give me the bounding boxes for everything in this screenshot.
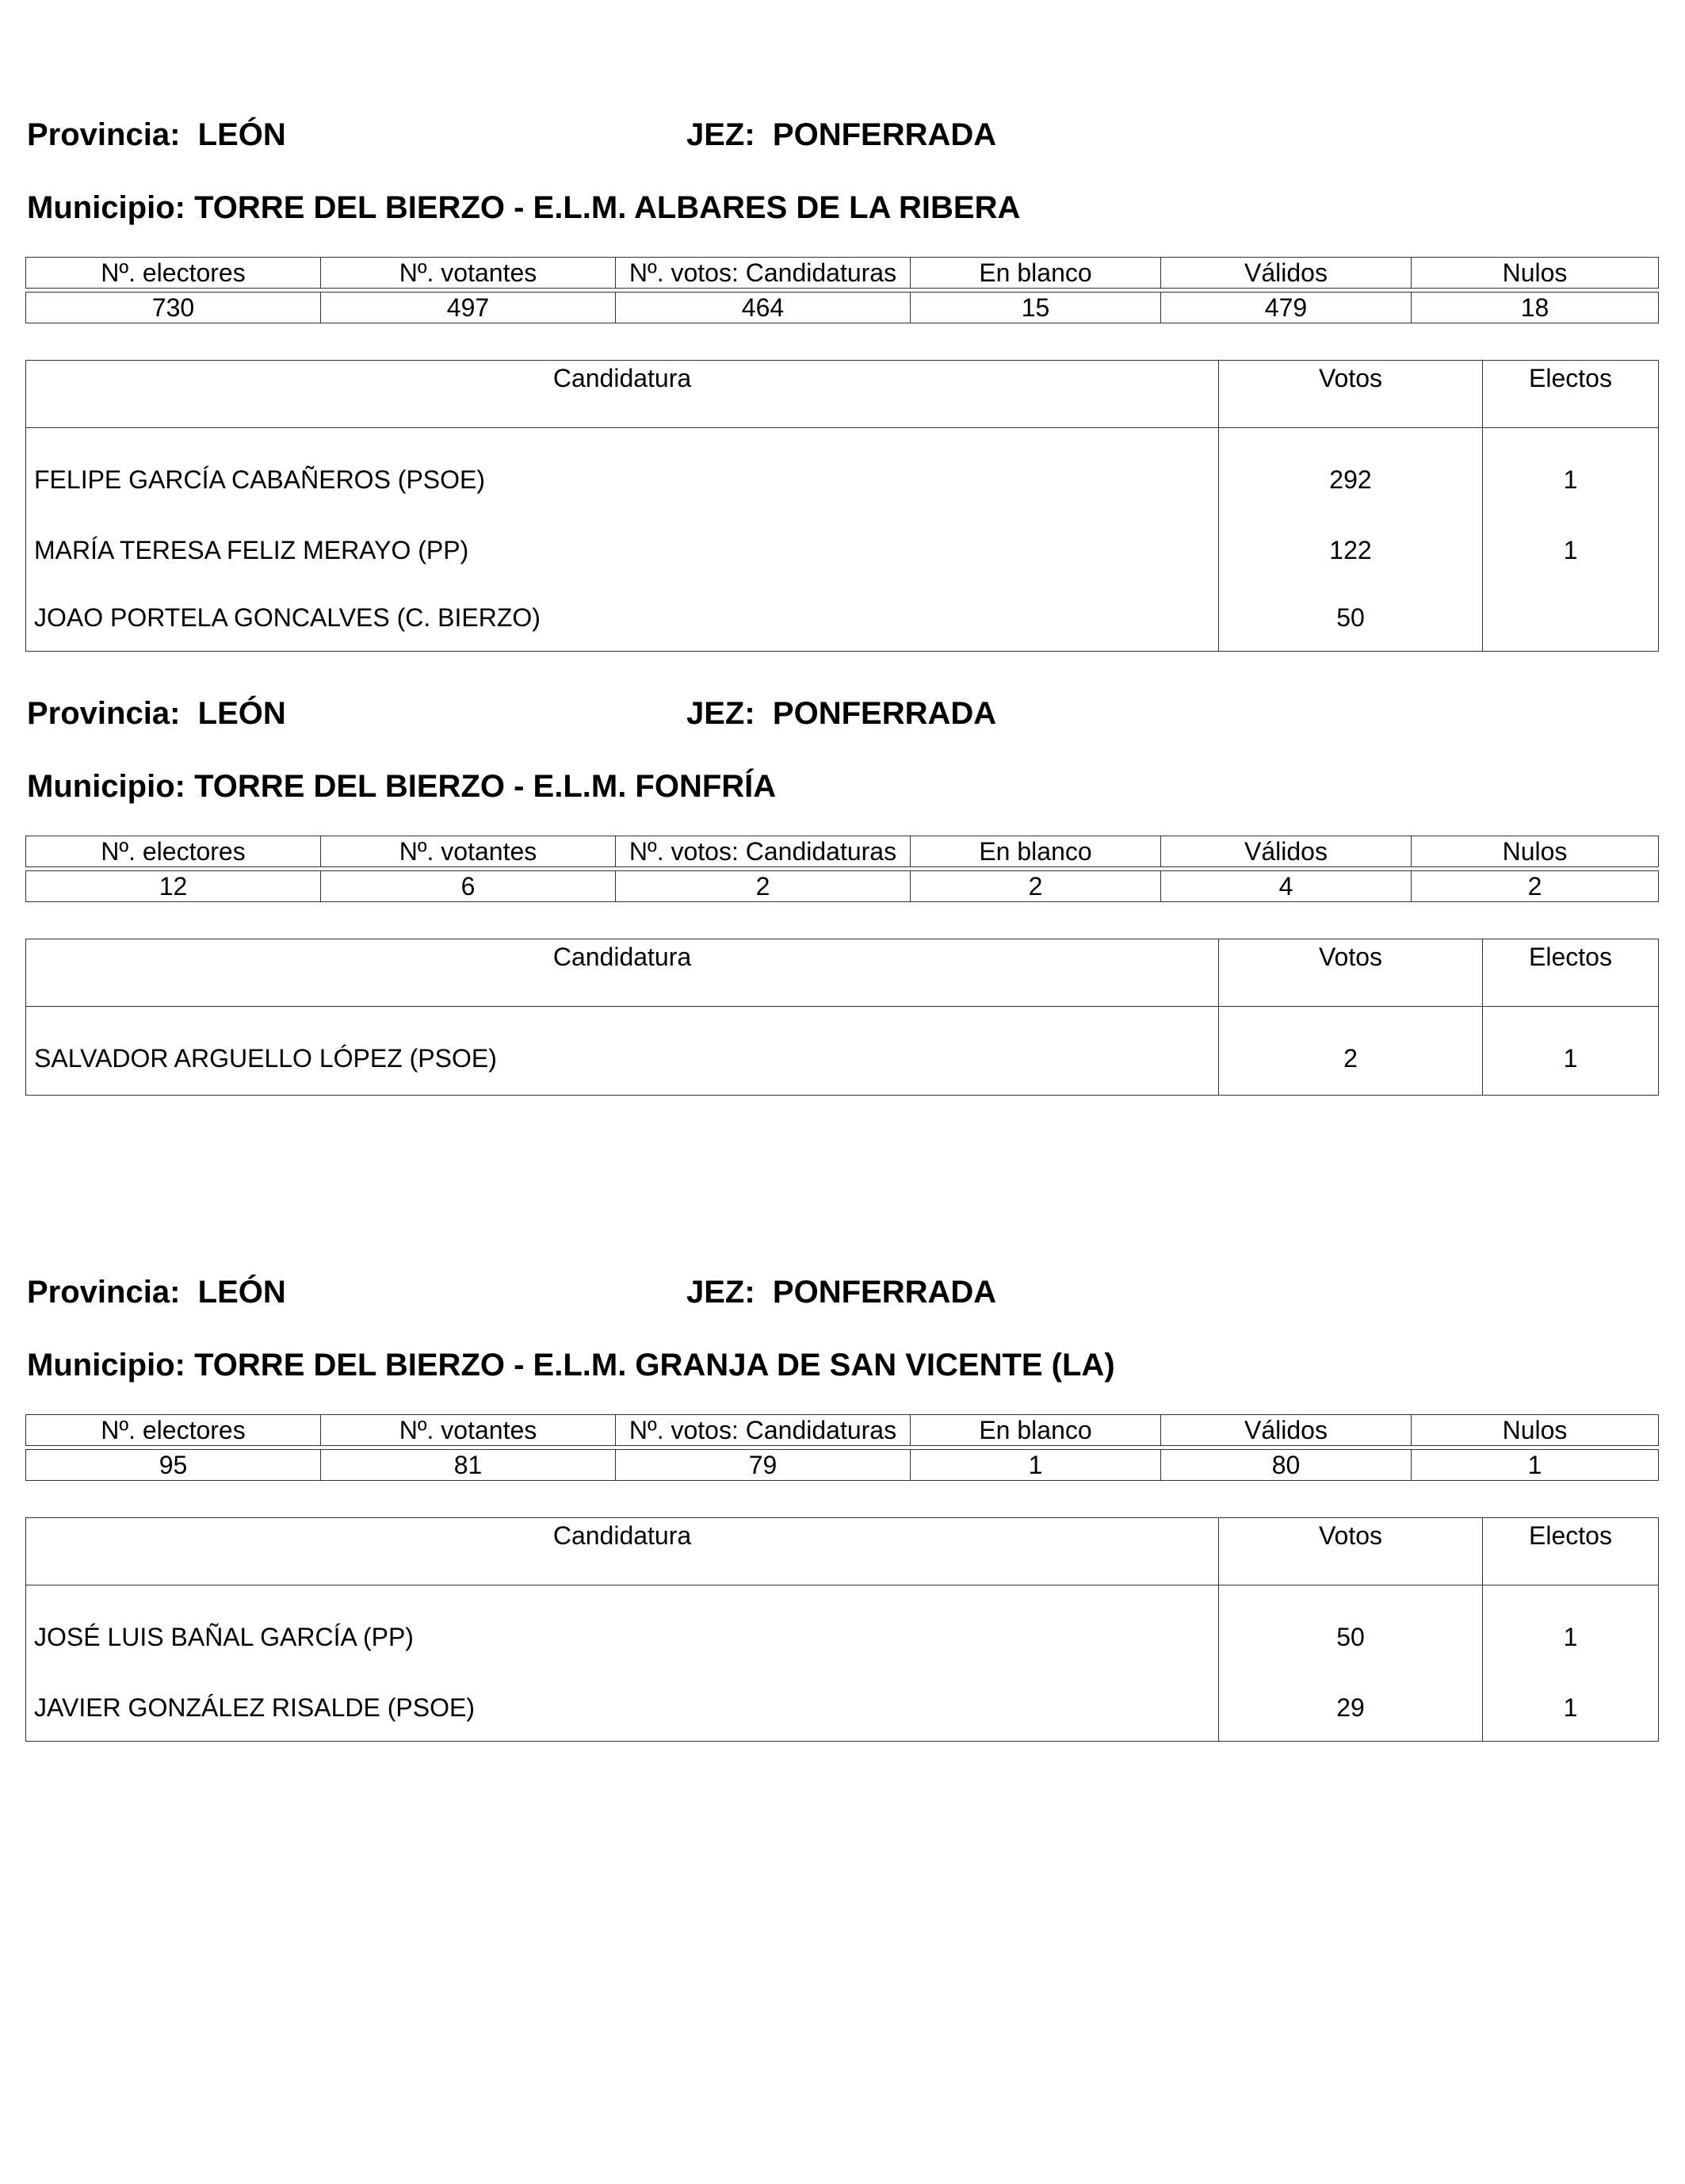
stats-value-cell: 2 bbox=[1412, 871, 1659, 902]
candidates-header-row bbox=[26, 939, 1659, 1007]
stats-value-cell: 2 bbox=[911, 871, 1161, 902]
stats-header-cell: Nulos bbox=[1412, 1415, 1659, 1446]
candidate-name: JOAO PORTELA GONCALVES (C. BIERZO) bbox=[34, 602, 541, 632]
candidate-votes: 29 bbox=[1219, 1673, 1483, 1742]
stats-value-cell: 497 bbox=[321, 293, 616, 323]
candidate-elected: 1 bbox=[1483, 1585, 1659, 1674]
candidate-row bbox=[26, 1007, 1659, 1096]
stats-header-cell: Válidos bbox=[1161, 258, 1412, 289]
stats-header-cell: Nº. votos: Candidaturas bbox=[616, 1415, 911, 1446]
jez-heading: JEZ: PONFERRADA bbox=[686, 117, 997, 152]
candidate-elected: 1 bbox=[1483, 1007, 1659, 1096]
summary-stats-table bbox=[25, 836, 1659, 902]
stats-value-row bbox=[26, 293, 1659, 323]
stats-value-cell: 2 bbox=[616, 871, 911, 902]
stats-header-cell: En blanco bbox=[911, 836, 1161, 867]
candidate-elected bbox=[1483, 583, 1659, 652]
summary-stats-table bbox=[25, 257, 1659, 323]
stats-header-row bbox=[26, 1415, 1659, 1446]
stats-value-cell: 18 bbox=[1412, 293, 1659, 323]
candidates-table bbox=[25, 1517, 1659, 1742]
electos-header: Electos bbox=[1483, 939, 1659, 1007]
stats-value-row bbox=[26, 871, 1659, 902]
candidate-name: JAVIER GONZÁLEZ RISALDE (PSOE) bbox=[34, 1693, 475, 1722]
stats-value-cell: 79 bbox=[616, 1450, 911, 1481]
provincia-heading: Provincia: LEÓN bbox=[27, 696, 286, 731]
stats-value-cell: 80 bbox=[1161, 1450, 1412, 1481]
municipio-heading: Municipio: TORRE DEL BIERZO - E.L.M. GRANJA DE SAN VICENTE (LA) bbox=[27, 1348, 1115, 1383]
candidates-header-row bbox=[26, 361, 1659, 428]
stats-header-cell: En blanco bbox=[911, 1415, 1161, 1446]
candidatura-header: Candidatura bbox=[26, 1518, 1219, 1585]
stats-value-cell: 81 bbox=[321, 1450, 616, 1481]
stats-value-cell: 479 bbox=[1161, 293, 1412, 323]
candidate-votes: 50 bbox=[1219, 1585, 1483, 1674]
votos-header: Votos bbox=[1219, 361, 1483, 428]
stats-header-cell: Nº. electores bbox=[26, 836, 321, 867]
candidates-table bbox=[25, 939, 1659, 1096]
candidatura-header: Candidatura bbox=[26, 939, 1219, 1007]
stats-value-cell: 12 bbox=[26, 871, 321, 902]
stats-header-cell: Nº. votos: Candidaturas bbox=[616, 836, 911, 867]
jez-heading: JEZ: PONFERRADA bbox=[686, 696, 997, 731]
stats-header-cell: Nº. votos: Candidaturas bbox=[616, 258, 911, 289]
municipio-heading: Municipio: TORRE DEL BIERZO - E.L.M. ALBARES DE LA RIBERA bbox=[27, 190, 1021, 225]
candidate-elected: 1 bbox=[1483, 1673, 1659, 1742]
candidate-name: FELIPE GARCÍA CABAÑEROS (PSOE) bbox=[34, 465, 486, 494]
provincia-heading: Provincia: LEÓN bbox=[27, 117, 286, 152]
candidate-votes: 50 bbox=[1219, 583, 1483, 652]
stats-value-cell: 95 bbox=[26, 1450, 321, 1481]
stats-header-cell: Nulos bbox=[1412, 258, 1659, 289]
candidate-row bbox=[26, 583, 1659, 652]
candidate-votes: 122 bbox=[1219, 516, 1483, 583]
candidate-row bbox=[26, 1673, 1659, 1742]
stats-value-cell: 1 bbox=[1412, 1450, 1659, 1481]
jez-heading: JEZ: PONFERRADA bbox=[686, 1275, 997, 1310]
candidate-votes: 292 bbox=[1219, 428, 1483, 517]
candidate-row bbox=[26, 1585, 1659, 1674]
electos-header: Electos bbox=[1483, 361, 1659, 428]
stats-value-cell: 1 bbox=[911, 1450, 1161, 1481]
stats-header-cell: Nº. votantes bbox=[321, 836, 616, 867]
candidate-row bbox=[26, 428, 1659, 517]
candidate-elected: 1 bbox=[1483, 516, 1659, 583]
summary-stats-table bbox=[25, 1414, 1659, 1481]
candidate-votes: 2 bbox=[1219, 1007, 1483, 1096]
stats-header-cell: Nº. votantes bbox=[321, 258, 616, 289]
stats-header-cell: Nº. electores bbox=[26, 258, 321, 289]
stats-value-cell: 730 bbox=[26, 293, 321, 323]
candidate-name: JOSÉ LUIS BAÑAL GARCÍA (PP) bbox=[34, 1622, 414, 1651]
votos-header: Votos bbox=[1219, 939, 1483, 1007]
stats-value-row bbox=[26, 1450, 1659, 1481]
stats-value-cell: 15 bbox=[911, 293, 1161, 323]
stats-header-cell: En blanco bbox=[911, 258, 1161, 289]
stats-header-cell: Válidos bbox=[1161, 836, 1412, 867]
stats-header-cell: Nulos bbox=[1412, 836, 1659, 867]
provincia-heading: Provincia: LEÓN bbox=[27, 1275, 286, 1310]
municipio-heading: Municipio: TORRE DEL BIERZO - E.L.M. FONFRÍA bbox=[27, 769, 777, 804]
candidate-name: SALVADOR ARGUELLO LÓPEZ (PSOE) bbox=[34, 1043, 497, 1073]
stats-header-cell: Nº. electores bbox=[26, 1415, 321, 1446]
candidate-row bbox=[26, 516, 1659, 583]
candidate-elected: 1 bbox=[1483, 428, 1659, 517]
stats-header-row bbox=[26, 836, 1659, 867]
stats-value-cell: 6 bbox=[321, 871, 616, 902]
stats-header-row bbox=[26, 258, 1659, 289]
votos-header: Votos bbox=[1219, 1518, 1483, 1585]
candidatura-header: Candidatura bbox=[26, 361, 1219, 428]
stats-header-cell: Nº. votantes bbox=[321, 1415, 616, 1446]
stats-header-cell: Válidos bbox=[1161, 1415, 1412, 1446]
candidate-name: MARÍA TERESA FELIZ MERAYO (PP) bbox=[34, 535, 469, 564]
stats-value-cell: 464 bbox=[616, 293, 911, 323]
electos-header: Electos bbox=[1483, 1518, 1659, 1585]
candidates-header-row bbox=[26, 1518, 1659, 1585]
stats-value-cell: 4 bbox=[1161, 871, 1412, 902]
candidates-table bbox=[25, 360, 1659, 652]
